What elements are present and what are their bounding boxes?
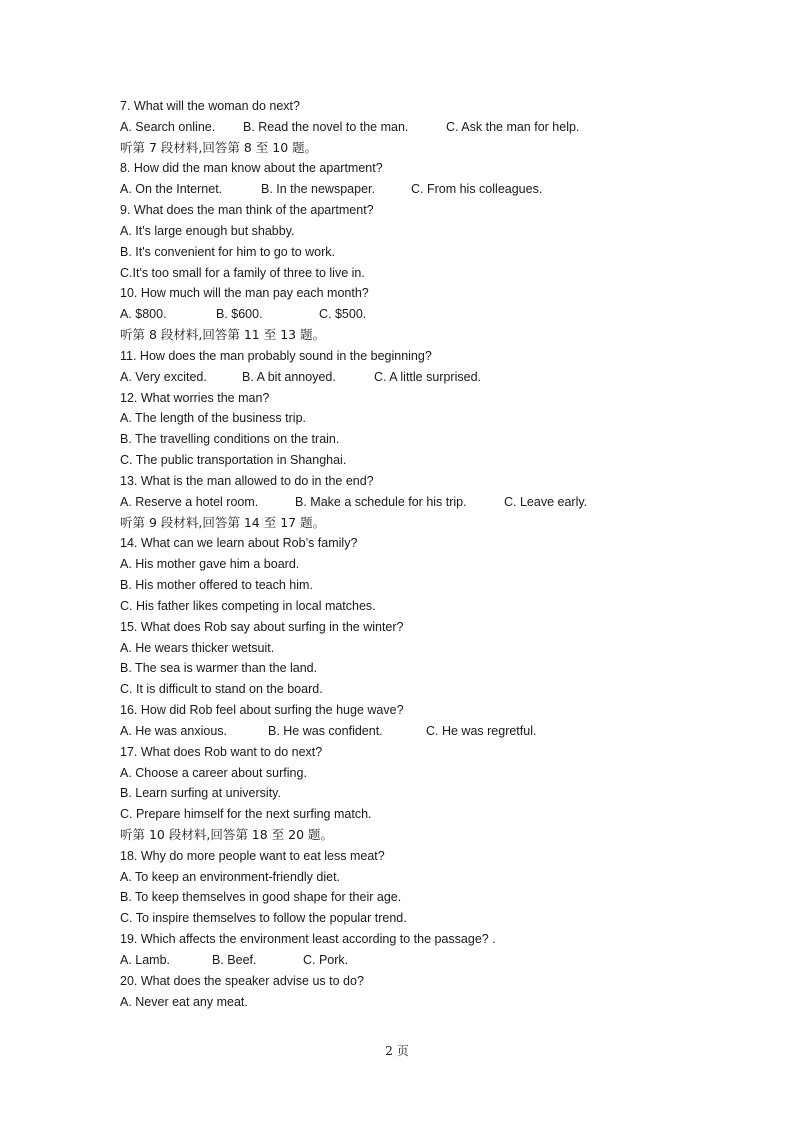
question-13: 13. What is the man allowed to do in the end? [120,473,374,488]
option-c: C. Ask the man for help. [446,119,580,134]
option-c: C. It is difficult to stand on the board. [120,682,323,697]
option-c: C. He was regretful. [426,723,537,738]
option-b: B. To keep themselves in good shape for their age. [120,890,402,905]
option-c: C. Prepare himself for the next surfing match. [120,807,372,822]
option-a: A. He was anxious. [120,723,227,738]
options-row-q7 [120,117,720,138]
options-row-q16 [120,721,720,742]
question-15: 15. What does Rob say about surfing in the winter? [120,619,404,634]
option-c: C. Pork. [303,952,349,967]
option-a: A. On the Internet. [120,182,223,197]
option-c: C. His father likes competing in local matches. [120,598,376,613]
option-b: B. A bit annoyed. [242,369,336,384]
section-heading-8: 听第 8 段材料,回答第 11 至 13 题。 [120,327,326,343]
option-a: A. Never eat any meat. [120,994,248,1009]
option-b: B. The travelling conditions on the train. [120,432,340,447]
option-a: A. It's large enough but shabby. [120,223,295,238]
question-18: 18. Why do more people want to eat less meat? [120,848,385,863]
question-12: 12. What worries the man? [120,390,270,405]
options-row-q13 [120,492,720,513]
option-a: A. Lamb. [120,952,171,967]
option-c: C. Leave early. [504,494,588,509]
option-c: C. The public transportation in Shanghai. [120,453,347,468]
question-14: 14. What can we learn about Rob’s family? [120,536,358,551]
page-number: 2 页 [385,1044,409,1058]
option-b: B. In the newspaper. [261,182,375,197]
option-b: B. The sea is warmer than the land. [120,661,318,676]
option-a: A. Reserve a hotel room. [120,494,259,509]
option-a: A. Choose a career about surfing. [120,765,307,780]
option-a: A. Very excited. [120,369,207,384]
option-c: C.It's too small for a family of three to live in. [120,265,365,280]
question-19: 19. Which affects the environment least according to the passage? . [120,932,496,947]
question-16: 16. How did Rob feel about surfing the huge wave? [120,703,404,718]
question-8: 8. How did the man know about the apartment? [120,161,383,176]
option-c: C. $500. [319,307,367,322]
option-a: A. His mother gave him a board. [120,557,300,572]
question-11: 11. How does the man probably sound in the beginning? [120,348,432,363]
question-10: 10. How much will the man pay each month? [120,286,369,301]
option-c: C. To inspire themselves to follow the popular trend. [120,911,407,926]
question-9: 9. What does the man think of the apartment? [120,203,374,218]
options-row-q19 [120,950,720,971]
option-b: B. He was confident. [268,723,383,738]
section-heading-7: 听第 7 段材料,回答第 8 至 10 题。 [120,139,318,155]
question-list [120,96,720,1012]
option-b: B. His mother offered to teach him. [120,578,313,593]
option-a: A. He wears thicker wetsuit. [120,640,275,655]
option-b: B. Beef. [212,952,257,967]
question-7: 7. What will the woman do next? [120,99,300,113]
options-row-q8 [120,179,720,200]
question-17: 17. What does Rob want to do next? [120,744,323,759]
option-b: B. Read the novel to the man. [243,119,409,134]
option-b: B. Learn surfing at university. [120,786,281,801]
option-b: B. It's convenient for him to go to work. [120,244,335,259]
question-20: 20. What does the speaker advise us to do? [120,973,364,988]
section-heading-9: 听第 9 段材料,回答第 14 至 17 题。 [120,514,326,530]
option-a: A. To keep an environment-friendly diet. [120,869,341,884]
option-c: C. A little surprised. [374,369,481,384]
option-a: A. The length of the business trip. [120,411,306,426]
option-b: B. $600. [216,307,263,322]
option-c: C. From his colleagues. [411,182,543,197]
section-heading-10: 听第 10 段材料,回答第 18 至 20 题。 [120,826,334,842]
option-a: A. Search online. [120,119,216,134]
options-row-q11 [120,367,720,388]
option-a: A. $800. [120,307,167,322]
option-b: B. Make a schedule for his trip. [295,494,467,509]
options-row-q10 [120,304,720,325]
